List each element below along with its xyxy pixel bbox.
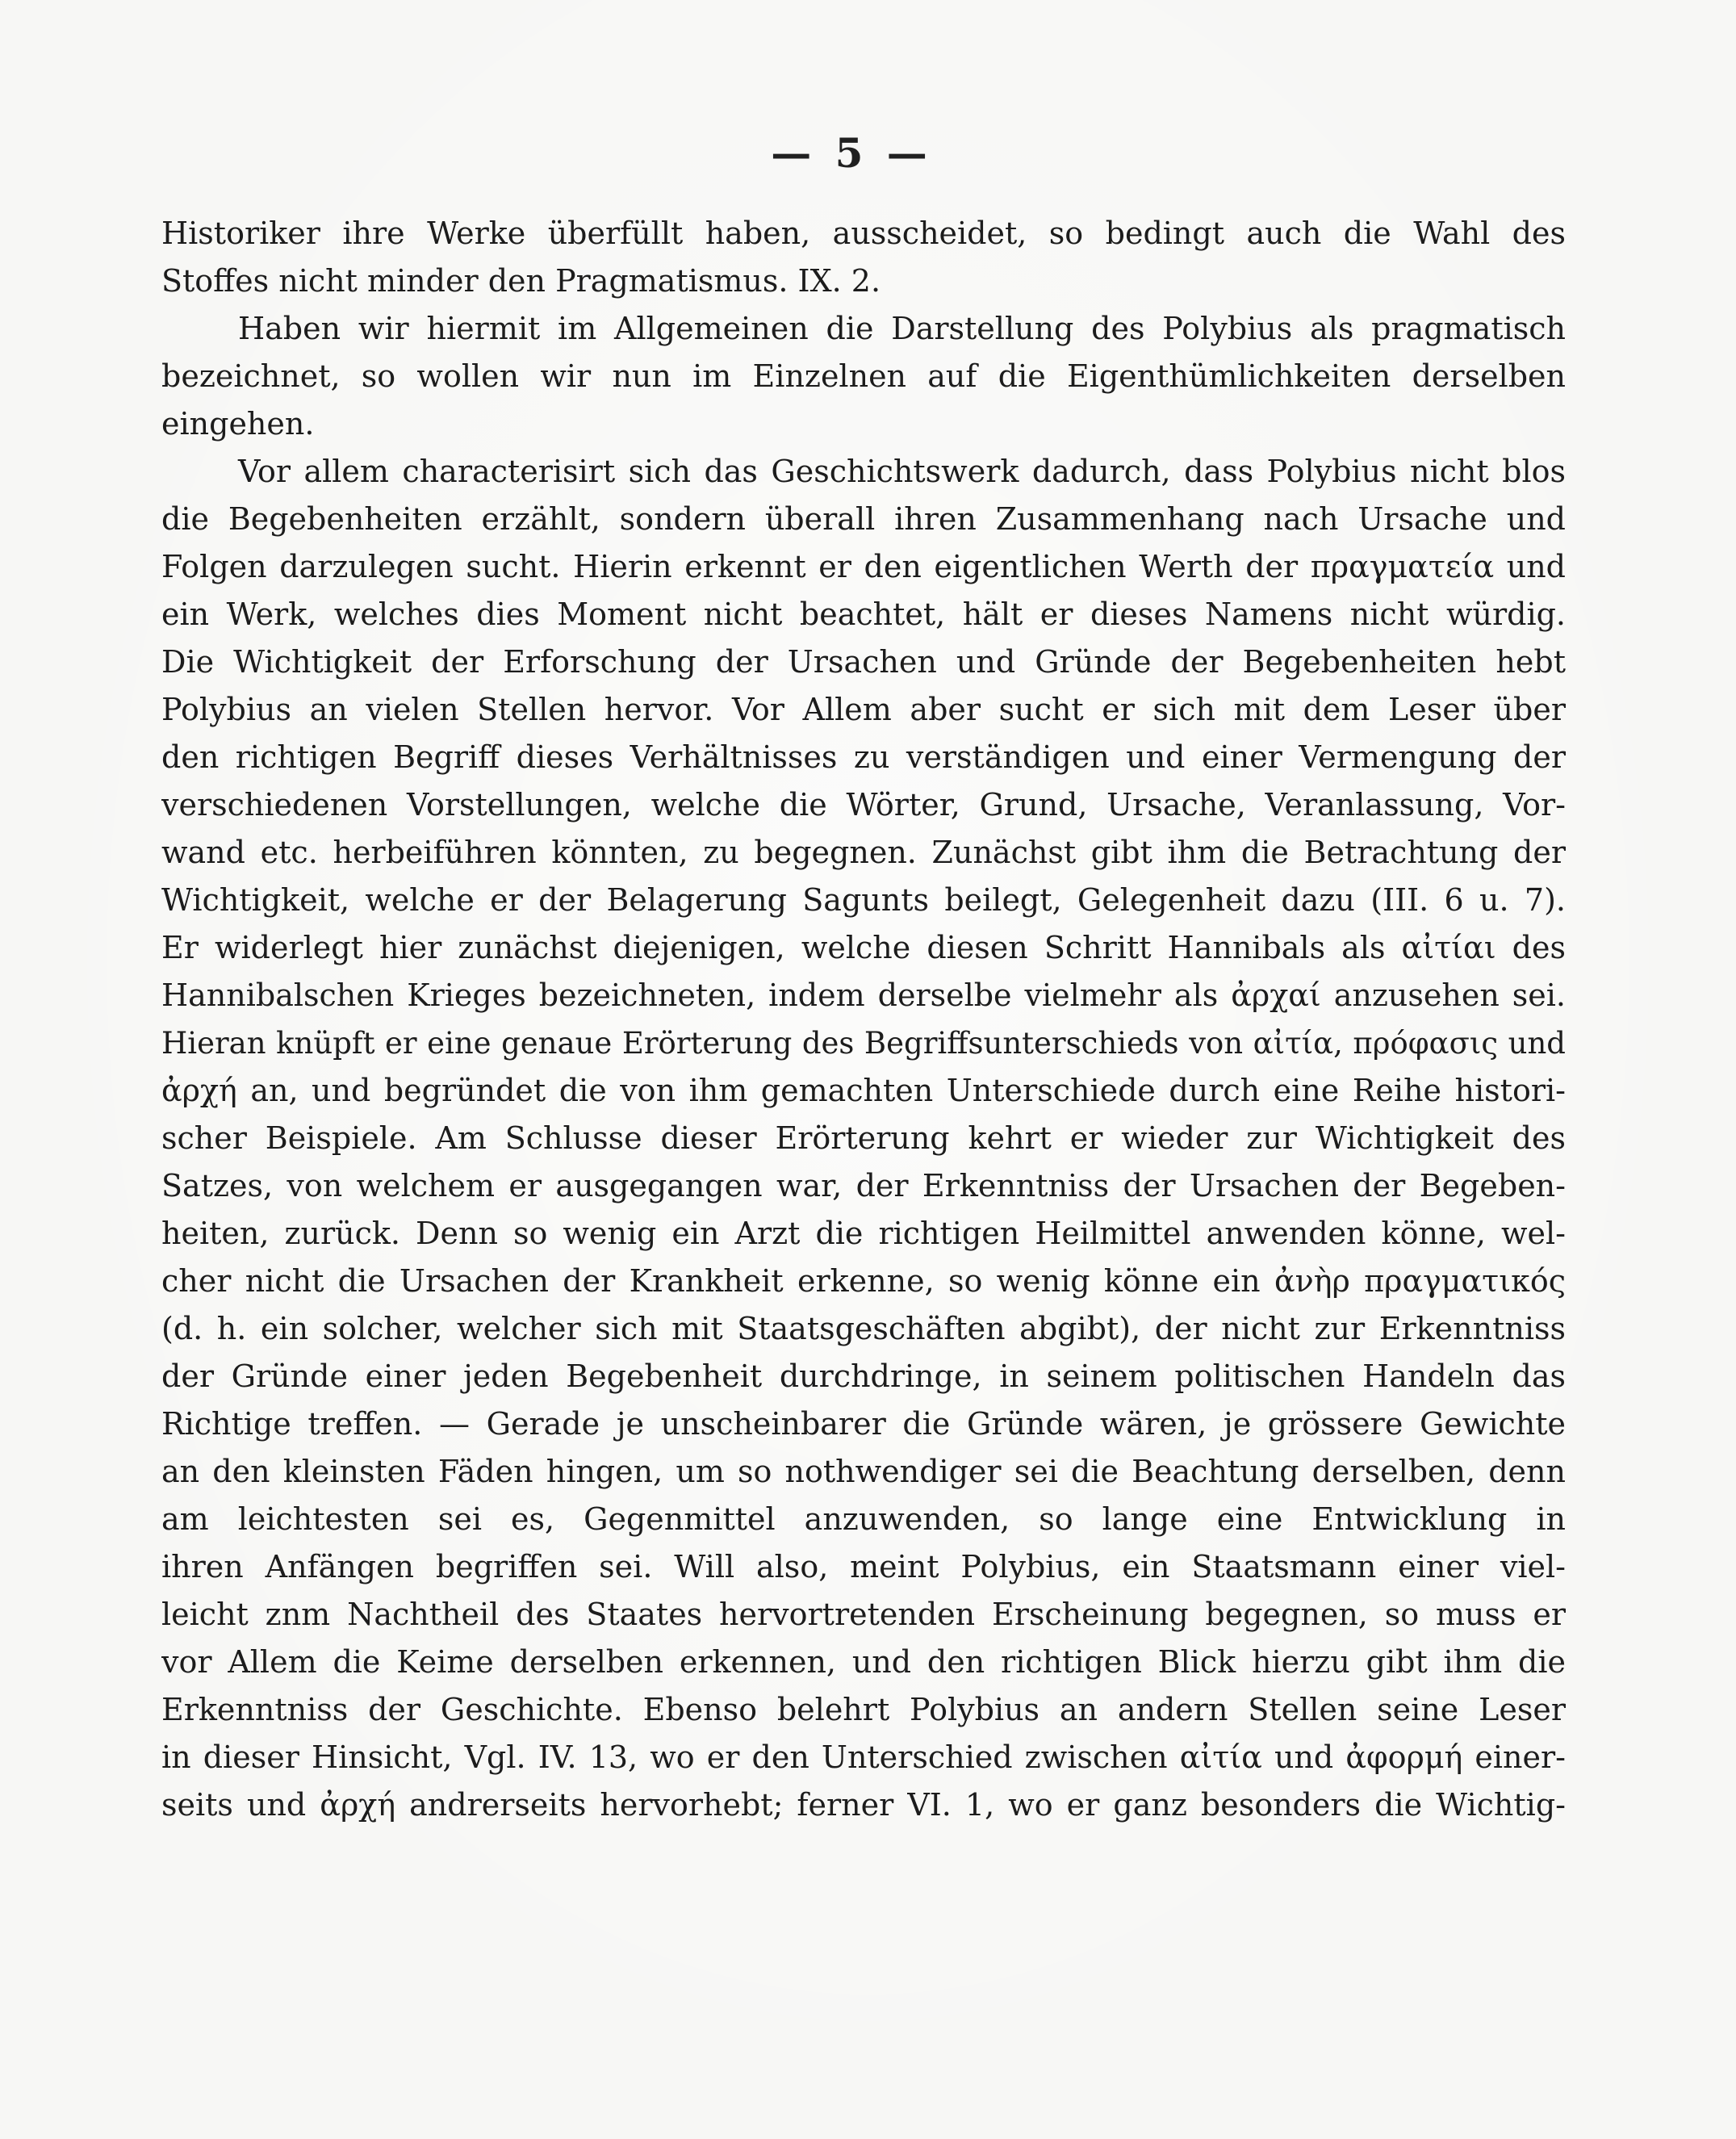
text-line: Historiker ihre Werke überfüllt haben, ausscheidet, so bedingt auch die Wahl des bbox=[161, 216, 1566, 251]
page-number: — 5 — bbox=[771, 129, 932, 177]
text-line: Hannibalschen Krieges bezeichneten, indem derselbe vielmehr als ἀρχαί anzusehen sei. bbox=[161, 977, 1566, 1013]
text-line: Satzes, von welchem er ausgegangen war, der Erkenntniss der Ursachen der Begeben- bbox=[161, 1168, 1566, 1203]
text-line: Haben wir hiermit im Allgemeinen die Darstellung des Polybius als pragmatisch bbox=[238, 311, 1566, 346]
text-line: die Begebenheiten erzählt, sondern überall ihren Zusammenhang nach Ursache und bbox=[161, 501, 1566, 537]
text-line: an den kleinsten Fäden hingen, um so nothwendiger sei die Beachtung derselben, denn bbox=[161, 1454, 1566, 1489]
text-line: Erkenntniss der Geschichte. Ebenso belehrt Polybius an andern Stellen seine Leser bbox=[161, 1692, 1566, 1727]
text-line: in dieser Hinsicht, Vgl. IV. 13, wo er den Unterschied zwischen αἰτία und ἀφορμή einer- bbox=[161, 1739, 1566, 1775]
text-line: Hieran knüpft er eine genaue Erörterung des Begriffsunterschieds von αἰτία, πρόφασις und bbox=[161, 1026, 1566, 1061]
text-line: wand etc. herbeiführen könnten, zu begegnen. Zunächst gibt ihm die Betrachtung der bbox=[161, 835, 1566, 870]
text-line: Stoffes nicht minder den Pragmatismus. IX. 2. bbox=[161, 263, 881, 299]
text-line: cher nicht die Ursachen der Krankheit erkenne, so wenig könne ein ἀνὴρ πραγματικός bbox=[161, 1263, 1566, 1299]
text-line: bezeichnet, so wollen wir nun im Einzelnen auf die Eigenthümlichkeiten derselben bbox=[161, 358, 1566, 394]
text-line: ein Werk, welches dies Moment nicht beachtet, hält er dieses Namens nicht würdig. bbox=[161, 596, 1566, 632]
text-line: Die Wichtigkeit der Erforschung der Ursachen und Gründe der Begebenheiten hebt bbox=[161, 644, 1566, 680]
text-line: verschiedenen Vorstellungen, welche die Wörter, Grund, Ursache, Veranlassung, Vor- bbox=[161, 787, 1566, 823]
body-text bbox=[161, 210, 1566, 1829]
text-line: leicht znm Nachtheil des Staates hervortretenden Erscheinung begegnen, so muss er bbox=[161, 1597, 1566, 1632]
text-line: Er widerlegt hier zunächst diejenigen, welche diesen Schritt Hannibals als αἰτίαι des bbox=[161, 930, 1566, 965]
text-line: Vor allem characterisirt sich das Geschichtswerk dadurch, dass Polybius nicht blos bbox=[238, 454, 1566, 489]
text-line: scher Beispiele. Am Schlusse dieser Erörterung kehrt er wieder zur Wichtigkeit des bbox=[161, 1120, 1566, 1156]
text-line: vor Allem die Keime derselben erkennen, und den richtigen Blick hierzu gibt ihm die bbox=[161, 1644, 1566, 1680]
text-line: ihren Anfängen begriffen sei. Will also, meint Polybius, ein Staatsmann einer viel- bbox=[161, 1549, 1566, 1584]
text-line: ἀρχή an, und begründet die von ihm gemachten Unterschiede durch eine Reihe histori- bbox=[161, 1073, 1566, 1108]
text-line: Wichtigkeit, welche er der Belagerung Sagunts beilegt, Gelegenheit dazu (III. 6 u. 7). bbox=[161, 882, 1566, 918]
text-line: den richtigen Begriff dieses Verhältnisses zu verständigen und einer Vermengung der bbox=[161, 739, 1566, 775]
text-line: (d. h. ein solcher, welcher sich mit Staatsgeschäften abgibt), der nicht zur Erkenntniss bbox=[161, 1311, 1566, 1346]
text-line: Polybius an vielen Stellen hervor. Vor Allem aber sucht er sich mit dem Leser über bbox=[161, 692, 1566, 727]
text-line: der Gründe einer jeden Begebenheit durchdringe, in seinem politischen Handeln das bbox=[161, 1358, 1566, 1394]
text-line: seits und ἀρχή andrerseits hervorhebt; ferner VI. 1, wo er ganz besonders die Wichtig- bbox=[161, 1787, 1566, 1823]
text-line: heiten, zurück. Denn so wenig ein Arzt die richtigen Heilmittel anwenden könne, wel- bbox=[161, 1216, 1566, 1251]
text-line: Richtige treffen. — Gerade je unscheinbarer die Gründe wären, je grössere Gewichte bbox=[161, 1406, 1566, 1442]
text-line: am leichtesten sei es, Gegenmittel anzuwenden, so lange eine Entwicklung in bbox=[161, 1501, 1566, 1537]
text-line: Folgen darzulegen sucht. Hierin erkennt er den eigentlichen Werth der πραγματεία und bbox=[161, 549, 1566, 584]
text-line: eingehen. bbox=[161, 406, 315, 442]
